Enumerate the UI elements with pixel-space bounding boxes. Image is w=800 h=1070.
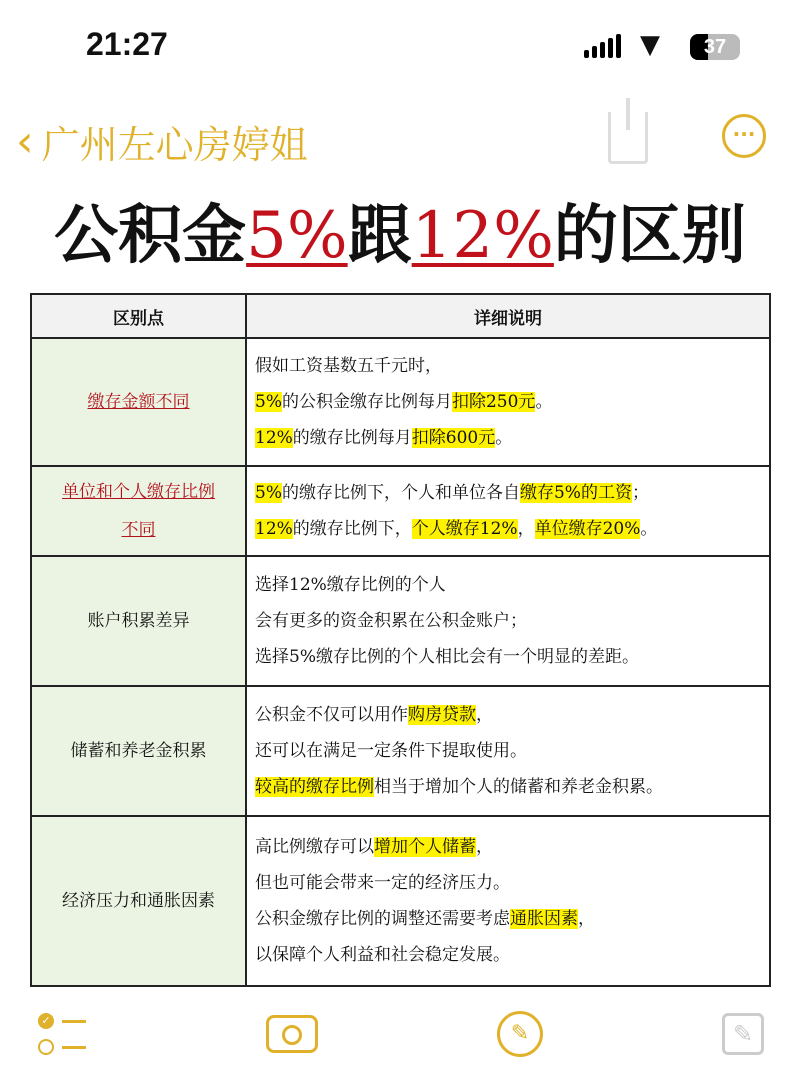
detail-line: [255, 937, 761, 973]
comparison-table: [30, 293, 771, 987]
title-part: 的区别: [553, 198, 746, 273]
highlighted-text: 增加个人储蓄: [374, 837, 476, 857]
detail-line: [255, 511, 761, 547]
detail-line: [255, 901, 761, 937]
highlighted-text: 缴存5%的工资: [519, 483, 632, 503]
share-icon[interactable]: [608, 112, 648, 164]
row-key-label: 单位和个人缴存比例不同: [62, 482, 215, 540]
detail-text: 。: [640, 519, 658, 539]
detail-text: 高比例缴存可以: [255, 837, 374, 857]
detail-text: 的缴存比例每月: [292, 428, 412, 448]
row-key: [31, 338, 246, 466]
header-detail: 详细说明: [246, 294, 770, 338]
title-part: 跟: [347, 198, 412, 273]
row-key-label: 储蓄和养老金积累: [70, 741, 207, 761]
detail-text: 公积金不仅可以用作: [255, 705, 408, 725]
highlighted-text: 扣除600元: [411, 428, 496, 448]
detail-text: 假如工资基数五千元时，: [255, 356, 442, 376]
highlighted-text: 12%: [255, 519, 293, 539]
detail-text: ，: [476, 705, 493, 725]
detail-text: 的缴存比例下，: [292, 519, 412, 539]
highlighted-text: 5%: [255, 392, 282, 412]
compose-icon[interactable]: ✎: [722, 1013, 764, 1055]
detail-line: [255, 384, 761, 420]
status-bar: [0, 0, 800, 90]
row-key: [31, 466, 246, 556]
wifi-icon: ▼: [640, 30, 660, 60]
highlighted-text: 通胀因素: [510, 909, 578, 929]
row-key: [31, 816, 246, 986]
back-button[interactable]: [16, 114, 308, 169]
markup-icon[interactable]: ✎: [497, 1011, 543, 1057]
row-key-label: 账户积累差异: [87, 611, 190, 631]
detail-text: 的缴存比例下，个人和单位各自: [281, 483, 520, 503]
table-row: [31, 686, 770, 816]
detail-text: ，: [517, 519, 535, 539]
table-row: [31, 466, 770, 556]
row-detail: [246, 338, 770, 466]
bottom-toolbar: [0, 1005, 800, 1065]
highlighted-text: 扣除250元: [451, 392, 536, 412]
table-row: [31, 556, 770, 686]
detail-text: 。: [495, 428, 513, 448]
detail-text: 的公积金缴存比例每月: [281, 392, 452, 412]
row-detail: [246, 686, 770, 816]
row-detail: [246, 466, 770, 556]
table-row: [31, 816, 770, 986]
clock: 21:27: [86, 26, 168, 62]
table-row: [31, 338, 770, 466]
highlighted-text: 个人缴存12%: [411, 519, 518, 539]
detail-line: [255, 348, 761, 384]
back-label: 广州左心房婷姐: [41, 123, 308, 167]
detail-text: 选择5%缴存比例的个人相比会有一个明显的差距。: [255, 647, 639, 667]
detail-text: ，: [578, 909, 595, 929]
detail-text: 以保障个人利益和社会稳定发展。: [255, 945, 510, 965]
detail-line: [255, 829, 761, 865]
detail-line: [255, 603, 761, 639]
detail-line: [255, 769, 761, 805]
detail-text: 会有更多的资金积累在公积金账户；: [255, 611, 527, 631]
detail-line: [255, 865, 761, 901]
detail-line: [255, 475, 761, 511]
detail-text: 但也可能会带来一定的经济压力。: [255, 873, 510, 893]
camera-icon[interactable]: [266, 1015, 318, 1053]
battery-level: 37: [703, 36, 727, 58]
nav-bar: [0, 108, 800, 168]
detail-line: [255, 567, 761, 603]
highlighted-text: 单位缴存20%: [534, 519, 641, 539]
detail-line: [255, 697, 761, 733]
row-detail: [246, 556, 770, 686]
detail-text: ，: [476, 837, 493, 857]
title-highlight: 5%: [246, 199, 348, 273]
detail-text: ；: [631, 483, 649, 503]
detail-text: 相当于增加个人的储蓄和养老金积累。: [374, 777, 663, 797]
battery-icon: [690, 34, 740, 60]
highlighted-text: 较高的缴存比例: [255, 777, 374, 797]
detail-line: [255, 420, 761, 456]
title-highlight: 12%: [411, 199, 554, 273]
detail-text: 选择12%缴存比例的个人: [255, 575, 446, 595]
header-key: 区别点: [31, 294, 246, 338]
highlighted-text: 12%: [255, 428, 293, 448]
detail-text: 公积金缴存比例的调整还需要考虑: [255, 909, 510, 929]
highlighted-text: 购房贷款: [408, 705, 476, 725]
title-part: 公积金: [54, 198, 247, 273]
highlighted-text: 5%: [255, 483, 282, 503]
row-key: [31, 686, 246, 816]
detail-text: 还可以在满足一定条件下提取使用。: [255, 741, 527, 761]
row-key: [31, 556, 246, 686]
page-title: [0, 196, 800, 276]
chevron-left-icon: ‹: [16, 115, 34, 167]
row-key-label: 缴存金额不同: [87, 392, 190, 412]
more-icon[interactable]: ···: [722, 114, 766, 158]
checklist-icon[interactable]: ✓: [38, 1013, 88, 1057]
detail-text: 。: [535, 392, 553, 412]
row-detail: [246, 816, 770, 986]
detail-line: [255, 639, 761, 675]
signal-icon: [584, 34, 621, 58]
detail-line: [255, 733, 761, 769]
row-key-label: 经济压力和通胀因素: [62, 891, 215, 911]
